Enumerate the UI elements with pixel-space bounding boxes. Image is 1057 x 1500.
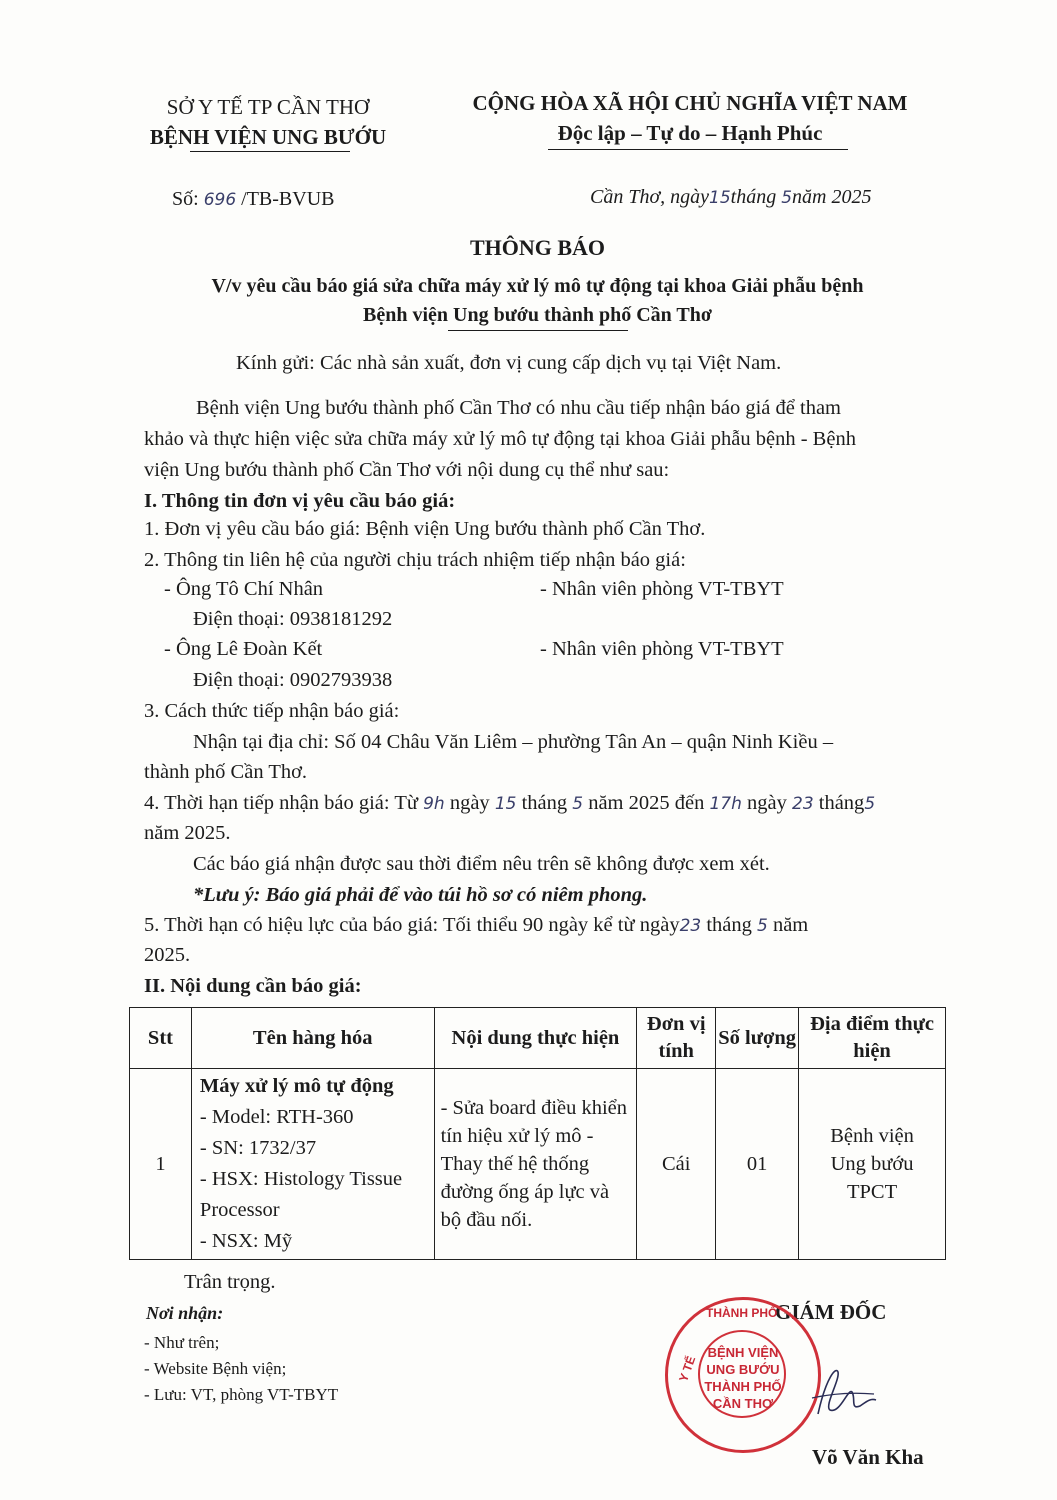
item-5-text-b: tháng [706, 914, 752, 936]
stamp-center-text: BỆNH VIỆN UNG BƯỚU THÀNH PHỐ CẦN THƠ [704, 1345, 782, 1411]
cell-unit: Cái [637, 1069, 716, 1260]
contact-2-name: - Ông Lê Đoàn Kết [164, 638, 323, 660]
item-4-text-c: tháng [521, 792, 568, 814]
item-serial: - SN: 1732/37 [199, 1137, 317, 1159]
number-prefix: Số: [172, 188, 199, 210]
subject-line-1: V/v yêu cầu báo giá sửa chữa máy xử lý mô tự động tại khoa Giải phẫu bệnh [211, 275, 864, 297]
item-4-start-month: 5 [572, 794, 584, 814]
section-1-item-3: 3. Cách thức tiếp nhận báo giá: [144, 700, 400, 722]
item-4-text-d: năm 2025 đến [588, 792, 705, 814]
national-motto: Độc lập – Tự do – Hạnh Phúc [557, 121, 823, 145]
item-4-start-hour: 9h [423, 794, 445, 814]
recipients-list [144, 1330, 338, 1408]
document-date [590, 186, 872, 209]
seal-note: *Lưu ý: Báo giá phải để vào túi hồ sơ có niêm phong. [193, 884, 648, 906]
cell-quantity: 01 [716, 1069, 799, 1260]
section-1-item-4 [144, 788, 934, 820]
stamp-ring-top: THÀNH PHỐ [706, 1306, 778, 1320]
cell-item-name [191, 1069, 434, 1260]
cell-work-content: - Sửa board điều khiển tín hiệu xử lý mô - Thay thế hệ thống đường ống áp lực và bộ đầu nối. [434, 1069, 637, 1260]
signature-title: GIÁM ĐỐC [775, 1300, 887, 1324]
section-1-item-2: 2. Thông tin liên hệ của người chịu trách nhiệm tiếp nhận báo giá: [144, 549, 686, 571]
item-5-month: 5 [757, 916, 768, 936]
signature-scribble [800, 1358, 880, 1428]
column-header: Tên hàng hóa [191, 1008, 434, 1069]
intro-line-3: viện Ung bướu thành phố Cần Thơ với nội dung cụ thể như sau: [144, 459, 670, 481]
item-4-end-month: 5 [864, 794, 876, 814]
department-name: SỞ Y TẾ TP CẦN THƠ [166, 95, 370, 119]
item-5-day: 23 [679, 916, 702, 936]
item-4-text-b: ngày [449, 792, 490, 814]
closing: Trân trọng. [184, 1271, 276, 1293]
address-line-1: Nhận tại địa chỉ: Số 04 Châu Văn Liêm – phường Tân An – quận Ninh Kiều – [193, 731, 834, 753]
quotation-table [129, 1007, 946, 1260]
document-title: THÔNG BÁO [469, 235, 606, 260]
item-name-title: Máy xử lý mô tự động [199, 1075, 394, 1097]
contact-1-phone: Điện thoại: 0938181292 [193, 608, 393, 630]
date-year: năm 2025 [792, 186, 872, 208]
item-manufacturer: - HSX: Histology Tissue Processor [199, 1168, 403, 1221]
section-1-item-5 [144, 910, 934, 942]
item-4-text-e: ngày [747, 792, 787, 814]
item-origin: - NSX: Mỹ [199, 1230, 293, 1252]
section-2-heading: II. Nội dung cần báo giá: [144, 975, 362, 997]
contact-2-phone: Điện thoại: 0902793938 [193, 669, 393, 691]
header-left [108, 92, 428, 152]
recipient-item: - Như trên; [144, 1333, 220, 1352]
intro-line-2: khảo và thực hiện việc sửa chữa máy xử lý mô tự động tại khoa Giải phẫu bệnh - Bệnh [144, 428, 856, 450]
section-1-heading: I. Thông tin đơn vị yêu cầu báo giá: [144, 490, 456, 512]
stamp-ring-left: Y TẾ [676, 1354, 699, 1384]
item-5-year: 2025. [144, 944, 191, 966]
table-header-row [130, 1008, 946, 1069]
date-day: 15 [709, 188, 731, 208]
column-header: Đơn vị tính [637, 1008, 716, 1069]
item-5-text-a: 5. Thời hạn có hiệu lực của báo giá: Tối thiểu 90 ngày kể từ ngày [144, 914, 680, 936]
column-header: Địa điểm thực hiện [799, 1008, 946, 1069]
recipient-item: - Lưu: VT, phòng VT-TBYT [144, 1385, 339, 1404]
subject-line-2: Bệnh viện Ung bướu thành phố Cần Thơ [363, 304, 712, 326]
contact-2-role: - Nhân viên phòng VT-TBYT [540, 638, 784, 660]
date-month-label: tháng [730, 186, 777, 208]
number-handwritten: 696 [203, 190, 237, 210]
republic-name: CỘNG HÒA XÃ HỘI CHỦ NGHĨA VIỆT NAM [472, 91, 908, 115]
column-header: Số lượng [716, 1008, 799, 1069]
date-prefix: Cần Thơ, ngày [590, 186, 710, 208]
table-row [130, 1069, 946, 1260]
header-right [440, 88, 940, 148]
item-4-end-hour: 17h [709, 794, 742, 814]
item-5-text-c: năm [772, 914, 809, 936]
column-header: Stt [130, 1008, 192, 1069]
hospital-name: BỆNH VIỆN UNG BƯỚU [149, 125, 387, 149]
number-suffix: /TB-BVUB [241, 188, 335, 210]
item-4-start-day: 15 [494, 794, 517, 814]
section-1-item-1: 1. Đơn vị yêu cầu báo giá: Bệnh viện Ung bướu thành phố Cần Thơ. [144, 518, 706, 540]
subject-underline [448, 330, 628, 331]
cell-stt: 1 [130, 1069, 192, 1260]
motto-underline [548, 149, 848, 150]
item-4-text-f: tháng [818, 792, 865, 814]
cell-location: Bệnh viện Ung bướu TPCT [799, 1069, 946, 1260]
official-stamp [665, 1297, 821, 1453]
hospital-underline [190, 151, 350, 152]
item-4-text-a: 4. Thời hạn tiếp nhận báo giá: Từ [144, 792, 418, 814]
item-model: - Model: RTH-360 [199, 1106, 354, 1128]
intro-line-1: Bệnh viện Ung bướu thành phố Cần Thơ có nhu cầu tiếp nhận báo giá để tham [196, 397, 841, 419]
item-4-year: năm 2025. [144, 822, 231, 844]
recipient-line: Kính gửi: Các nhà sản xuất, đơn vị cung cấp dịch vụ tại Việt Nam. [236, 352, 782, 374]
column-header: Nội dung thực hiện [434, 1008, 637, 1069]
late-note: Các báo giá nhận được sau thời điểm nêu trên sẽ không được xem xét. [193, 853, 770, 875]
item-4-end-day: 23 [792, 794, 814, 814]
address-line-2: thành phố Cần Thơ. [144, 761, 308, 783]
contact-1-role: - Nhân viên phòng VT-TBYT [540, 578, 784, 600]
contact-1-name: - Ông Tô Chí Nhân [164, 578, 324, 600]
recipients-heading: Nơi nhận: [146, 1303, 224, 1323]
recipient-item: - Website Bệnh viện; [144, 1359, 287, 1378]
date-month: 5 [781, 188, 793, 208]
signer-name: Võ Văn Kha [812, 1445, 924, 1469]
document-number [172, 188, 334, 211]
